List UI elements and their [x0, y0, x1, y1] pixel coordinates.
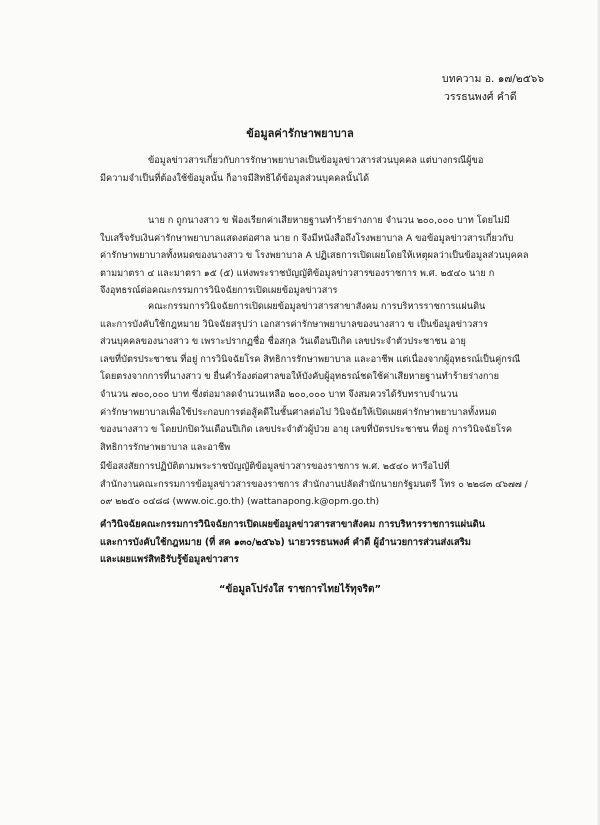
text-line: คำวินิจฉัยคณะกรรมการวินิจฉัยการเปิดเผยข้อมูลข่าวสารสาขาสังคม การบริหารราชการแผ่นดิน — [100, 519, 486, 530]
decision-paragraph — [100, 298, 538, 456]
text-line: ค่ารักษาพยาบาลทั้งหมดของนางสาว ข โรงพยาบาล A ปฏิเสธการเปิดเผยโดยให้เหตุผลว่าเป็นข้อมูลส่วนบุคคล — [100, 250, 529, 262]
text-line: มีความจำเป็นที่ต้องใช้ข้อมูลนั้น ก็อาจมีสิทธิได้ข้อมูลส่วนบุคคลนั้นได้ — [100, 172, 370, 184]
text-line: มีข้อสงสัยการปฏิบัติตามพระราชบัญญัติข้อมูลข่าวสารของราชการ พ.ศ. ๒๕๔๐ หารือไปที่ — [100, 461, 450, 472]
document-title: ข้อมูลค่ารักษาพยาบาล — [246, 127, 354, 140]
article-header — [442, 70, 544, 106]
text-line: และการบังคับใช้กฎหมาย วินิจฉัยสรุปว่า เอกสารค่ารักษาพยาบาลของนางสาว ข เป็นข้อมูลข่าวสาร — [100, 318, 488, 330]
text-line: โดยตรงจากการที่นางสาว ข ยื่นคำร้องต่อศาลขอให้บังคับผู้อุทธรณ์ชดใช้ค่าเสียหายฐานทำร้ายร่างกาย — [100, 371, 499, 383]
text-line: ใบเสร็จรับเงินค่ารักษาพยาบาลแสดงต่อศาล นาย ก จึงมีหนังสือถึงโรงพยาบาล A ขอข้อมูลข่าวสารเกี่ยวกับ — [100, 232, 514, 244]
text-line: และการบังคับใช้กฎหมาย (ที่ สค ๑๓๐/๒๕๖๖) นายวรรธนพงศ์ คำดี ผู้อำนวยการส่วนส่งเสริม — [100, 536, 471, 548]
text-line: จึงอุทธรณ์ต่อคณะกรรมการวินิจฉัยการเปิดเผยข้อมูลข่าวสาร — [100, 285, 338, 297]
citation-paragraph — [100, 516, 538, 569]
text-line: นาย ก ถูกนางสาว ข ฟ้องเรียกค่าเสียหายฐานทำร้ายร่างกาย จำนวน ๒๐๐,๐๐๐ บาท โดยไม่มี — [148, 215, 510, 226]
article-reference: บทความ อ. ๑๗/๒๕๖๖ — [442, 73, 544, 85]
article-author: วรรธนพงศ์ คำดี — [444, 91, 517, 103]
text-line: คณะกรรมการวินิจฉัยการเปิดเผยข้อมูลข่าวสารสาขาสังคม การบริหารราชการแผ่นดิน — [148, 301, 486, 312]
text-line: เลขที่บัตรประชาชน ที่อยู่ การวินิจฉัยโรค สิทธิการรักษาพยาบาล และอาชีพ แต่เนื่องจากผู้อุทธรณ์เป็นคู่กรณี — [100, 353, 521, 365]
text-line: สำนักงานคณะกรรมการข้อมูลข่าวสารของราชการ สำนักงานปลัดสำนักนายกรัฐมนตรี โทร ๐ ๒๒๘๓ ๔๖๗๗ / — [100, 478, 528, 490]
text-line: ข้อมูลข่าวสารเกี่ยวกับการรักษาพยาบาลเป็นข้อมูลข่าวสารส่วนบุคคล แต่บางกรณีผู้ขอ — [148, 155, 484, 166]
text-line: ค่ารักษาพยาบาลเพื่อใช้ประกอบการต่อสู้คดีในชั้นศาลต่อไป วินิจฉัยให้เปิดเผยค่ารักษาพยาบาลทั้งหมด — [100, 406, 497, 418]
contact-links-line[interactable]: ๐๙ ๒๒๕๐ ๐๔๘๘ (www.oic.go.th) (wattanapong.k@opm.go.th) — [100, 496, 380, 508]
text-line: จำนวน ๗๐๐,๐๐๐ บาท ซึ่งต่อมาลดจำนวนเหลือ ๒๐๐,๐๐๐ บาท จึงสมควรได้รับทราบจำนวน — [100, 388, 458, 400]
intro-paragraph — [100, 152, 538, 187]
text-line: ส่วนบุคคลของนางสาว ข เพราะปรากฏชื่อ ชื่อสกุล วันเดือนปีเกิด เลขประจำตัวประชาชน อายุ — [100, 336, 466, 348]
slogan: “ข้อมูลโปร่งใส ราชการไทยไร้ทุจริต” — [218, 584, 382, 595]
text-line: ตามมาตรา ๔ และมาตรา ๑๕ (๕) แห่งพระราชบัญญัติข้อมูลข่าวสารของราชการ พ.ศ. ๒๕๔๐ นาย ก — [100, 267, 495, 279]
text-line: ของนางสาว ข โดยปกปิดวันเดือนปีเกิด เลขประจำตัวผู้ป่วย อายุ เลขที่บัตรประชาชน ที่อยู่ การวินิจฉัยโรค — [100, 424, 512, 436]
case-facts-paragraph — [100, 212, 538, 300]
text-line: และเผยแพร่สิทธิรับรู้ข้อมูลข่าวสาร — [100, 554, 239, 566]
text-line: สิทธิการรักษาพยาบาล และอาชีพ — [100, 441, 231, 453]
contact-paragraph — [100, 458, 538, 511]
